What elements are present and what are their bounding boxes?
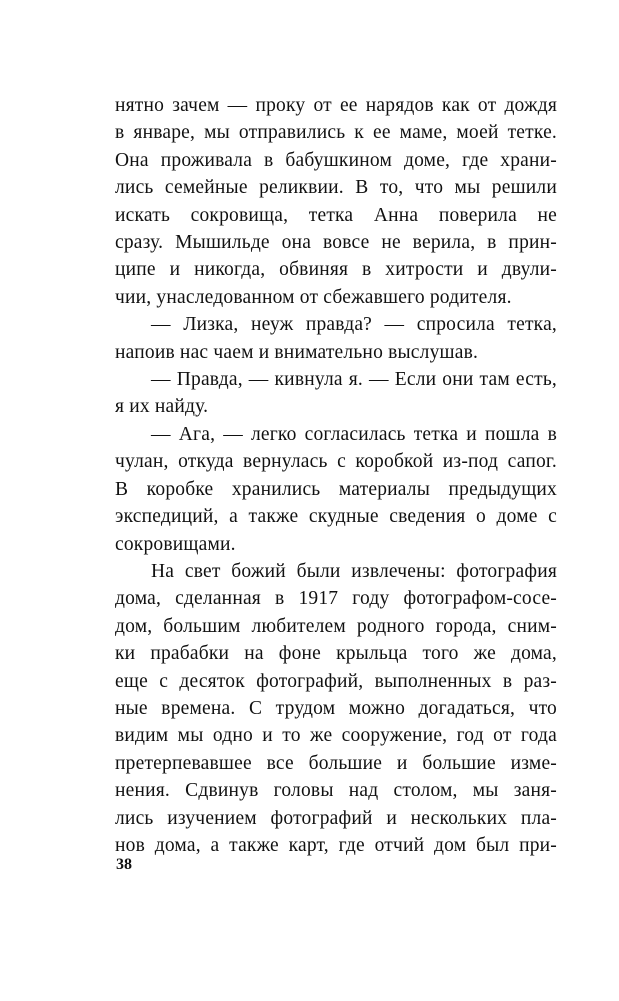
text-line: лись семейные реликвии. В то, что мы решили xyxy=(115,177,557,199)
text-line: сокровищами. xyxy=(115,533,236,555)
text-line: нов дома, а также карт, где отчий дом был при- xyxy=(115,834,557,856)
text-line: лись изучением фотографий и нескольких пла- xyxy=(115,807,557,829)
text-line: нения. Сдвинув головы над столом, мы заня- xyxy=(115,780,557,802)
text-line: — Правда, — кивнула я. — Если они там есть, xyxy=(151,369,557,391)
text-line: чулан, откуда вернулась с коробкой из-под сапог. xyxy=(115,451,557,473)
text-line: дом, большим любителем родного города, сним- xyxy=(115,615,557,637)
text-line: ципе и никогда, обвиняя в хитрости и двули- xyxy=(115,259,557,281)
text-line: Она проживала в бабушкином доме, где храни- xyxy=(115,149,557,171)
text-line: претерпевавшее все большие и большие изме- xyxy=(115,752,557,774)
text-line: чии, унаследованном от сбежавшего родителя. xyxy=(115,286,512,308)
text-line: в январе, мы отправились к ее маме, моей тетке. xyxy=(115,122,557,144)
text-line: В коробке хранились материалы предыдущих xyxy=(115,478,557,500)
text-line: дома, сделанная в 1917 году фотографом-сосе- xyxy=(115,588,557,610)
text-line: ки прабабки на фоне крыльца того же дома, xyxy=(115,643,557,665)
text-line: экспедиций, а также скудные сведения о доме с xyxy=(115,506,557,528)
page-number: 38 xyxy=(116,856,132,873)
text-line: ные времена. С трудом можно догадаться, что xyxy=(115,697,557,719)
text-line: — Лизка, неуж правда? — спросила тетка, xyxy=(151,314,557,336)
text-line: еще с десяток фотографий, выполненных в раз- xyxy=(115,670,557,692)
text-line: я их найду. xyxy=(115,396,209,418)
text-line: нятно зачем — проку от ее нарядов как от дождя xyxy=(115,95,557,116)
text-line: На свет божий были извлечены: фотография xyxy=(151,560,557,582)
text-line: сразу. Мышильде она вовсе не верила, в прин- xyxy=(115,232,557,254)
page-text xyxy=(115,92,557,859)
text-line: — Ага, — легко согласилась тетка и пошла в xyxy=(151,423,557,445)
text-line: напоив нас чаем и внимательно выслушав. xyxy=(115,341,479,363)
text-line: искать сокровища, тетка Анна поверила не xyxy=(115,204,557,226)
text-line: видим мы одно и то же сооружение, год от года xyxy=(115,725,557,747)
